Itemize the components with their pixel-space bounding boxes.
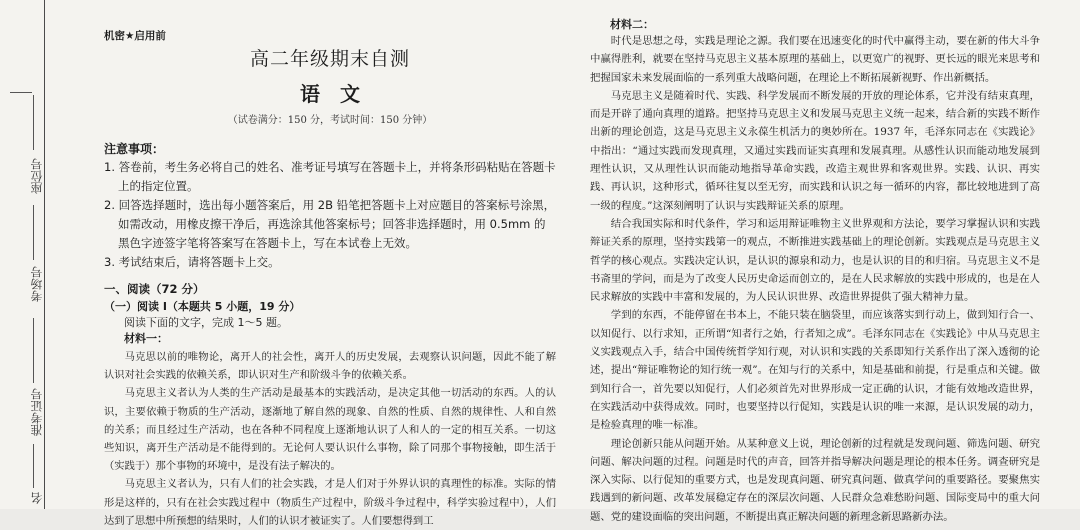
- left-column: [104, 0, 556, 527]
- paragraph: 马克思主义者认为人类的生产活动是最基本的实践活动，是决定其他一切活动的东西。人的认识，主要依赖于物质的生产活动，逐渐地了解自然的现象、自然的性质、自然的规律性、人和自然的关系；而且经过生产活动，也在各种不同程度上逐渐地认识了人和人的一定的相互关系。一切这些知识，离开生产活动是不能得到的。无论何人要认识什么事物，除了同那个事物接触，即生活于（实践于）那个事物的环境中，是没有法子解决的。: [104, 387, 556, 473]
- paragraph: 结合我国实际和时代条件，学习和运用辩证唯物主义世界观和方法论，要学习掌握认识和实践辩证关系的原理，坚持实践第一的观点，不断推进实践基础上的理论创新。实践观点是马克思主义哲学的核心观点。实践决定认识，是认识的源泉和动力，也是认识的目的和归宿。马克思主义不是书斋里的学问，而是为了改变人民历史命运而创立的，是在人民求解放的实践中形成的，也是在人民求解放的实践中丰富和发展的，为人民认识世界、改造世界提供了强大精神力量。: [590, 217, 1040, 304]
- exam-title: 高二年级期末自测: [249, 48, 410, 70]
- seat-number-label: 座位号: [30, 158, 44, 194]
- paragraph: 学到的东西，不能停留在书本上，不能只装在脑袋里，而应该落实到行动上，做到知行合一、以知促行、以行求知，正所谓“知者行之始，行者知之成”。毛泽东同志在《实践论》中从马克思主义实践观点入手，结合中国传统哲学知行观，对认识和实践的关系即知行关系作出了深入透彻的论述，提出“辩证唯物论的知行统一观”。在知与行的关系中，知是基础和前提，行是重点和关键。做到知行合一，首先要以知促行，人们必须首先对世界形成一定正确的认识，才能有效地改造世界，在实践活动中获得成效。同时，也要坚持以行促知，实践是认识的唯一来源，是认识发展的动力，是检验真理的唯一标准。: [590, 309, 1040, 432]
- ticket-number-label: 准考证号: [30, 388, 44, 436]
- note-item: 3. 考试结束后，请将答题卡上交。: [104, 255, 280, 269]
- note-item: 1. 答卷前，考生务必将自己的姓名、准考证号填写在答题卡上，并将条形码粘贴在答题卡上的指定位置。: [104, 160, 556, 193]
- subject-title: 语 文: [300, 82, 360, 106]
- material-1-body: [104, 348, 556, 530]
- material-2-title: 材料二：: [610, 18, 654, 31]
- name-fill-line: [33, 444, 34, 488]
- binding-tick: [10, 92, 32, 93]
- right-column: [590, 0, 1040, 523]
- notes-title: 注意事项：: [104, 142, 165, 156]
- paragraph: 马克思主义者认为，只有人们的社会实践，才是人们对于外界认识的真理性的标准。实际的情形是这样的，只有在社会实践过程中（物质生产过程中，阶级斗争过程中，科学实验过程中），人们达到了思想中所预想的结果时，人们的认识才被证实了。人们要想得到工: [104, 478, 556, 527]
- exam-room-label: 考场号: [30, 266, 44, 302]
- section-heading: 一、阅读（72 分）: [104, 282, 205, 296]
- notes-list: [104, 158, 556, 272]
- paragraph: 理论创新只能从问题开始。从某种意义上说，理论创新的过程就是发现问题、筛选问题、研究问题、解决问题的过程。问题是时代的声音，回答并指导解决问题是理论的根本任务。调查研究是深入实际、以行促知的重要方式，也是发现真问题、研究真问题、做真学问的重要路径。要聚焦实践遇到的新问题、改革发展稳定存在的深层次问题、人民群众急难愁盼问题、国际变局中的重大问题、党的建设面临的突出问题，不断提出真正解决问题的新理念新思路新办法。: [590, 437, 1040, 523]
- seat-fill-line: [33, 95, 34, 150]
- paragraph: 时代是思想之母，实践是理论之源。我们要在迅速变化的时代中赢得主动，要在新的伟大斗争中赢得胜利，就要在坚持马克思主义基本原理的基础上，以更宽广的视野、更长远的眼光来思考和把握国家未来发展面临的一系列重大战略问题，在理论上不断拓展新视野、作出新概括。: [590, 35, 1040, 84]
- exam-meta: （试卷满分：150 分，考试时间：150 分钟）: [227, 115, 433, 126]
- reading-instruction: 阅读下面的文字，完成 1～5 题。: [124, 316, 288, 329]
- subsection-heading: （一）阅读 Ⅰ（本题共 5 小题，19 分）: [104, 300, 301, 313]
- ticket-fill-line-top: [33, 318, 34, 383]
- name-label: 名: [30, 492, 44, 504]
- note-item: 2. 回答选择题时，选出每小题答案后，用 2B 铅笔把答题卡上对应题目的答案标号涂黑，如需改动，用橡皮擦干净后，再选涂其他答案标号；回答非选择题时，用 0.5mm 的黑色字迹签字笔将答案写在答题卡上，写在本试卷上无效。: [104, 198, 556, 250]
- room-fill-line-top: [33, 205, 34, 260]
- material-1-title: 材料一：: [124, 332, 168, 345]
- confidential-mark: 机密★启用前: [104, 30, 166, 42]
- paragraph: 马克思主义是随着时代、实践、科学发展而不断发展的开放的理论体系，它并没有结束真理，而是开辟了通向真理的道路。把坚持马克思主义和发展马克思主义统一起来，结合新的实践不断作出新的理论创造，这是马克思主义永葆生机活力的奥妙所在。1937 年，毛泽东同志在《实践论》中指出：“通过实践而发现真理，又通过实践而证实真理和发展真理。从感性认识而能动地发展到理性认识，又从理性认识而能动地指导革命实践，改造主观世界和客观世界。实践、认识、再实践、再认识，这种形式，循环往复以至无穷，而实践和认识之每一循环的内容，都比较地进到了高一级的程度。”这深刻阐明了认识与实践辩证关系的原理。: [590, 89, 1040, 212]
- binding-strip: [0, 0, 60, 509]
- paragraph: 马克思以前的唯物论，离开人的社会性，离开人的历史发展，去观察认识问题，因此不能了解认识对社会实践的依赖关系，即认识对生产和阶级斗争的依赖关系。: [104, 351, 556, 382]
- material-2-body: [590, 32, 1040, 526]
